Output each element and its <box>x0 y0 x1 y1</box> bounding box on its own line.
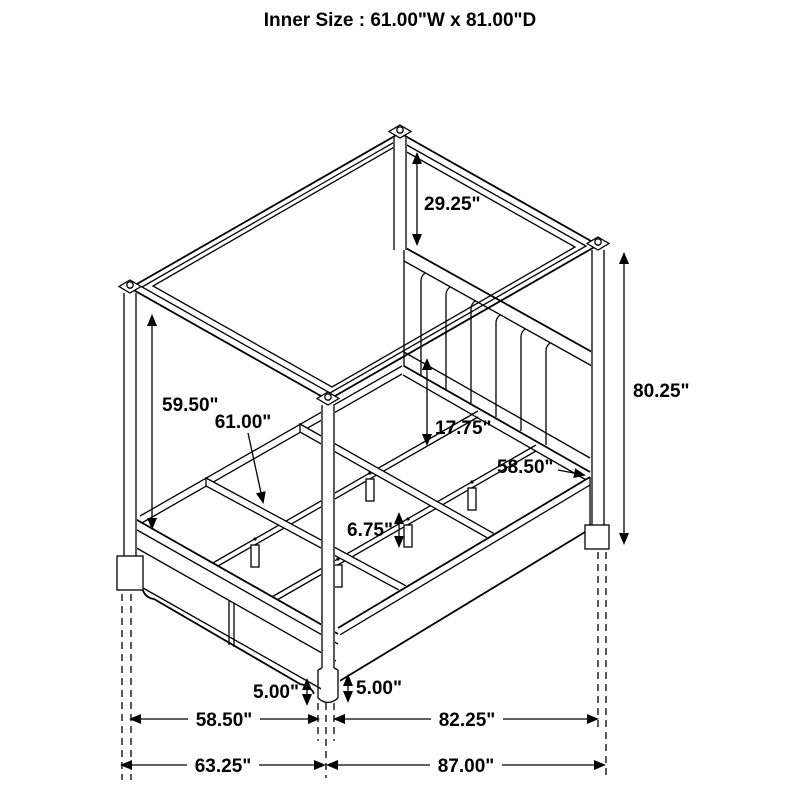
dim-label-overall-width: 63.25" <box>194 756 252 777</box>
dim-label-siderail-length: 82.25" <box>438 710 496 731</box>
dim-label-overall-depth: 87.00" <box>437 756 495 777</box>
dim-label-headboard-panel: 17.75" <box>435 418 492 439</box>
dim-label-under-canopy: 59.50" <box>162 395 219 416</box>
dim-label-footboard-clearance: 5.00" <box>253 682 299 703</box>
dim-label-overall-height: 80.25" <box>633 381 690 402</box>
dim-label-canopy-drop: 29.25" <box>424 194 481 215</box>
dim-siderail-floor-clearance <box>348 676 402 701</box>
dim-label-siderail-clearance: 5.00" <box>356 678 402 699</box>
post-head-left <box>393 137 407 250</box>
page-title: Inner Size : 61.00"W x 81.00"D <box>263 10 537 31</box>
left-side-rail <box>140 366 402 524</box>
headboard <box>404 247 594 473</box>
footboard-with-drawers <box>128 514 340 708</box>
dim-footboard-floor-clearance <box>253 680 307 704</box>
dim-slat-leg-height <box>347 514 399 546</box>
dim-under-canopy-clearance <box>152 316 219 528</box>
dim-footboard-width <box>131 708 318 731</box>
post-foot-left-foot <box>117 556 143 590</box>
dim-label-footboard-width: 58.50" <box>195 710 253 731</box>
post-head-right-foot <box>585 525 609 549</box>
side-rail <box>338 475 592 684</box>
dim-overall-depth <box>328 754 604 777</box>
post-foot-right <box>318 405 338 703</box>
dim-label-inner-width: 61.00" <box>214 412 272 433</box>
dim-label-headboard-width: 58.50" <box>497 457 554 478</box>
dim-label-slat-leg: 6.75" <box>347 520 393 541</box>
dim-canopy-drop <box>417 154 481 244</box>
dim-siderail-length <box>335 708 597 731</box>
dim-overall-height <box>624 254 690 543</box>
dim-overall-width <box>122 754 324 777</box>
